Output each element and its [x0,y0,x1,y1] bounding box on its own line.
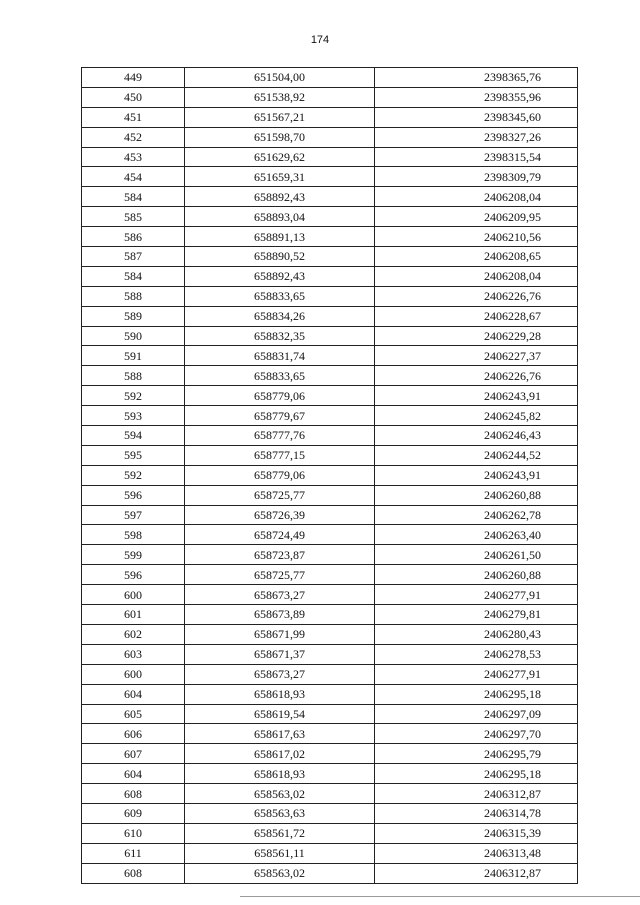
y-coordinate-cell: 2406246,43 [375,426,578,446]
point-number-cell: 452 [82,127,185,147]
point-number-cell: 598 [82,525,185,545]
y-coordinate-cell: 2406312,87 [375,784,578,804]
point-number-cell: 596 [82,565,185,585]
point-number-cell: 588 [82,366,185,386]
y-coordinate-cell: 2406315,39 [375,823,578,843]
table-row [82,87,578,107]
point-number-cell: 608 [82,784,185,804]
point-number-cell: 593 [82,406,185,426]
y-coordinate-cell: 2406297,09 [375,704,578,724]
x-coordinate-cell: 658561,11 [185,843,375,863]
x-coordinate-cell: 658891,13 [185,227,375,247]
y-coordinate-cell: 2406313,48 [375,843,578,863]
table-row [82,227,578,247]
point-number-cell: 592 [82,465,185,485]
point-number-cell: 610 [82,823,185,843]
x-coordinate-cell: 651598,70 [185,127,375,147]
table-row [82,744,578,764]
point-number-cell: 454 [82,167,185,187]
point-number-cell: 594 [82,426,185,446]
table-row [82,605,578,625]
x-coordinate-cell: 658724,49 [185,525,375,545]
point-number-cell: 603 [82,644,185,664]
x-coordinate-cell: 658779,67 [185,406,375,426]
y-coordinate-cell: 2406208,04 [375,266,578,286]
point-number-cell: 595 [82,445,185,465]
table-row [82,247,578,267]
x-coordinate-cell: 658779,06 [185,386,375,406]
x-coordinate-cell: 658892,43 [185,187,375,207]
table-row [82,207,578,227]
table-row [82,485,578,505]
point-number-cell: 604 [82,684,185,704]
x-coordinate-cell: 658673,27 [185,585,375,605]
y-coordinate-cell: 2398345,60 [375,107,578,127]
table-row [82,127,578,147]
x-coordinate-cell: 658563,02 [185,863,375,883]
table-row [82,406,578,426]
y-coordinate-cell: 2406277,91 [375,664,578,684]
x-coordinate-cell: 658673,27 [185,664,375,684]
x-coordinate-cell: 658725,77 [185,565,375,585]
point-number-cell: 592 [82,386,185,406]
y-coordinate-cell: 2406295,18 [375,764,578,784]
x-coordinate-cell: 658673,89 [185,605,375,625]
table-row [82,147,578,167]
y-coordinate-cell: 2406227,37 [375,346,578,366]
table-row [82,167,578,187]
y-coordinate-cell: 2406228,67 [375,306,578,326]
table-row [82,187,578,207]
table-row [82,366,578,386]
x-coordinate-cell: 658671,99 [185,624,375,644]
y-coordinate-cell: 2406262,78 [375,505,578,525]
y-coordinate-cell: 2406279,81 [375,605,578,625]
y-coordinate-cell: 2406260,88 [375,565,578,585]
point-number-cell: 597 [82,505,185,525]
x-coordinate-cell: 658563,02 [185,784,375,804]
point-number-cell: 607 [82,744,185,764]
table-row [82,68,578,88]
table-row [82,644,578,664]
x-coordinate-cell: 658563,63 [185,803,375,823]
y-coordinate-cell: 2406209,95 [375,207,578,227]
point-number-cell: 605 [82,704,185,724]
table-row [82,843,578,863]
y-coordinate-cell: 2406210,56 [375,227,578,247]
y-coordinate-cell: 2406244,52 [375,445,578,465]
point-number-cell: 601 [82,605,185,625]
point-number-cell: 590 [82,326,185,346]
y-coordinate-cell: 2398327,26 [375,127,578,147]
table-row [82,565,578,585]
x-coordinate-cell: 658618,93 [185,684,375,704]
y-coordinate-cell: 2398315,54 [375,147,578,167]
y-coordinate-cell: 2406226,76 [375,366,578,386]
point-number-cell: 450 [82,87,185,107]
x-coordinate-cell: 651567,21 [185,107,375,127]
y-coordinate-cell: 2406260,88 [375,485,578,505]
x-coordinate-cell: 658619,54 [185,704,375,724]
point-number-cell: 600 [82,664,185,684]
point-number-cell: 609 [82,803,185,823]
y-coordinate-cell: 2406229,28 [375,326,578,346]
table-row [82,306,578,326]
y-coordinate-cell: 2406314,78 [375,803,578,823]
y-coordinate-cell: 2406243,91 [375,386,578,406]
x-coordinate-cell: 658725,77 [185,485,375,505]
x-coordinate-cell: 658833,65 [185,286,375,306]
y-coordinate-cell: 2398355,96 [375,87,578,107]
coordinates-table-body [82,68,578,884]
x-coordinate-cell: 658723,87 [185,545,375,565]
table-row [82,545,578,565]
table-row [82,704,578,724]
y-coordinate-cell: 2406208,04 [375,187,578,207]
table-row [82,764,578,784]
x-coordinate-cell: 658561,72 [185,823,375,843]
table-row [82,465,578,485]
y-coordinate-cell: 2406312,87 [375,863,578,883]
point-number-cell: 599 [82,545,185,565]
table-row [82,426,578,446]
point-number-cell: 451 [82,107,185,127]
x-coordinate-cell: 658618,93 [185,764,375,784]
coordinates-table [81,67,578,884]
table-row [82,266,578,286]
x-coordinate-cell: 658617,02 [185,744,375,764]
table-row [82,624,578,644]
point-number-cell: 596 [82,485,185,505]
table-row [82,863,578,883]
x-coordinate-cell: 658777,15 [185,445,375,465]
y-coordinate-cell: 2406278,53 [375,644,578,664]
point-number-cell: 608 [82,863,185,883]
y-coordinate-cell: 2406277,91 [375,585,578,605]
page-number: 174 [310,34,330,46]
table-row [82,445,578,465]
x-coordinate-cell: 658726,39 [185,505,375,525]
table-row [82,803,578,823]
x-coordinate-cell: 658833,65 [185,366,375,386]
x-coordinate-cell: 651659,31 [185,167,375,187]
table-row [82,684,578,704]
point-number-cell: 588 [82,286,185,306]
point-number-cell: 602 [82,624,185,644]
x-coordinate-cell: 658890,52 [185,247,375,267]
x-coordinate-cell: 658831,74 [185,346,375,366]
table-row [82,525,578,545]
y-coordinate-cell: 2406263,40 [375,525,578,545]
table-row [82,823,578,843]
footer-divider [240,896,640,897]
x-coordinate-cell: 658834,26 [185,306,375,326]
x-coordinate-cell: 658779,06 [185,465,375,485]
y-coordinate-cell: 2406297,70 [375,724,578,744]
table-row [82,664,578,684]
x-coordinate-cell: 658671,37 [185,644,375,664]
x-coordinate-cell: 651504,00 [185,68,375,88]
y-coordinate-cell: 2406295,18 [375,684,578,704]
table-row [82,286,578,306]
point-number-cell: 589 [82,306,185,326]
table-row [82,107,578,127]
table-row [82,585,578,605]
point-number-cell: 449 [82,68,185,88]
x-coordinate-cell: 658893,04 [185,207,375,227]
table-row [82,346,578,366]
point-number-cell: 606 [82,724,185,744]
y-coordinate-cell: 2406261,50 [375,545,578,565]
point-number-cell: 586 [82,227,185,247]
point-number-cell: 591 [82,346,185,366]
x-coordinate-cell: 651629,62 [185,147,375,167]
point-number-cell: 600 [82,585,185,605]
point-number-cell: 587 [82,247,185,267]
point-number-cell: 453 [82,147,185,167]
point-number-cell: 584 [82,187,185,207]
y-coordinate-cell: 2398365,76 [375,68,578,88]
point-number-cell: 611 [82,843,185,863]
y-coordinate-cell: 2406280,43 [375,624,578,644]
x-coordinate-cell: 658777,76 [185,426,375,446]
y-coordinate-cell: 2398309,79 [375,167,578,187]
x-coordinate-cell: 658617,63 [185,724,375,744]
point-number-cell: 585 [82,207,185,227]
y-coordinate-cell: 2406245,82 [375,406,578,426]
table-row [82,505,578,525]
x-coordinate-cell: 658832,35 [185,326,375,346]
x-coordinate-cell: 651538,92 [185,87,375,107]
table-row [82,326,578,346]
point-number-cell: 584 [82,266,185,286]
y-coordinate-cell: 2406208,65 [375,247,578,267]
x-coordinate-cell: 658892,43 [185,266,375,286]
y-coordinate-cell: 2406243,91 [375,465,578,485]
point-number-cell: 604 [82,764,185,784]
y-coordinate-cell: 2406226,76 [375,286,578,306]
table-row [82,784,578,804]
table-row [82,724,578,744]
table-row [82,386,578,406]
y-coordinate-cell: 2406295,79 [375,744,578,764]
